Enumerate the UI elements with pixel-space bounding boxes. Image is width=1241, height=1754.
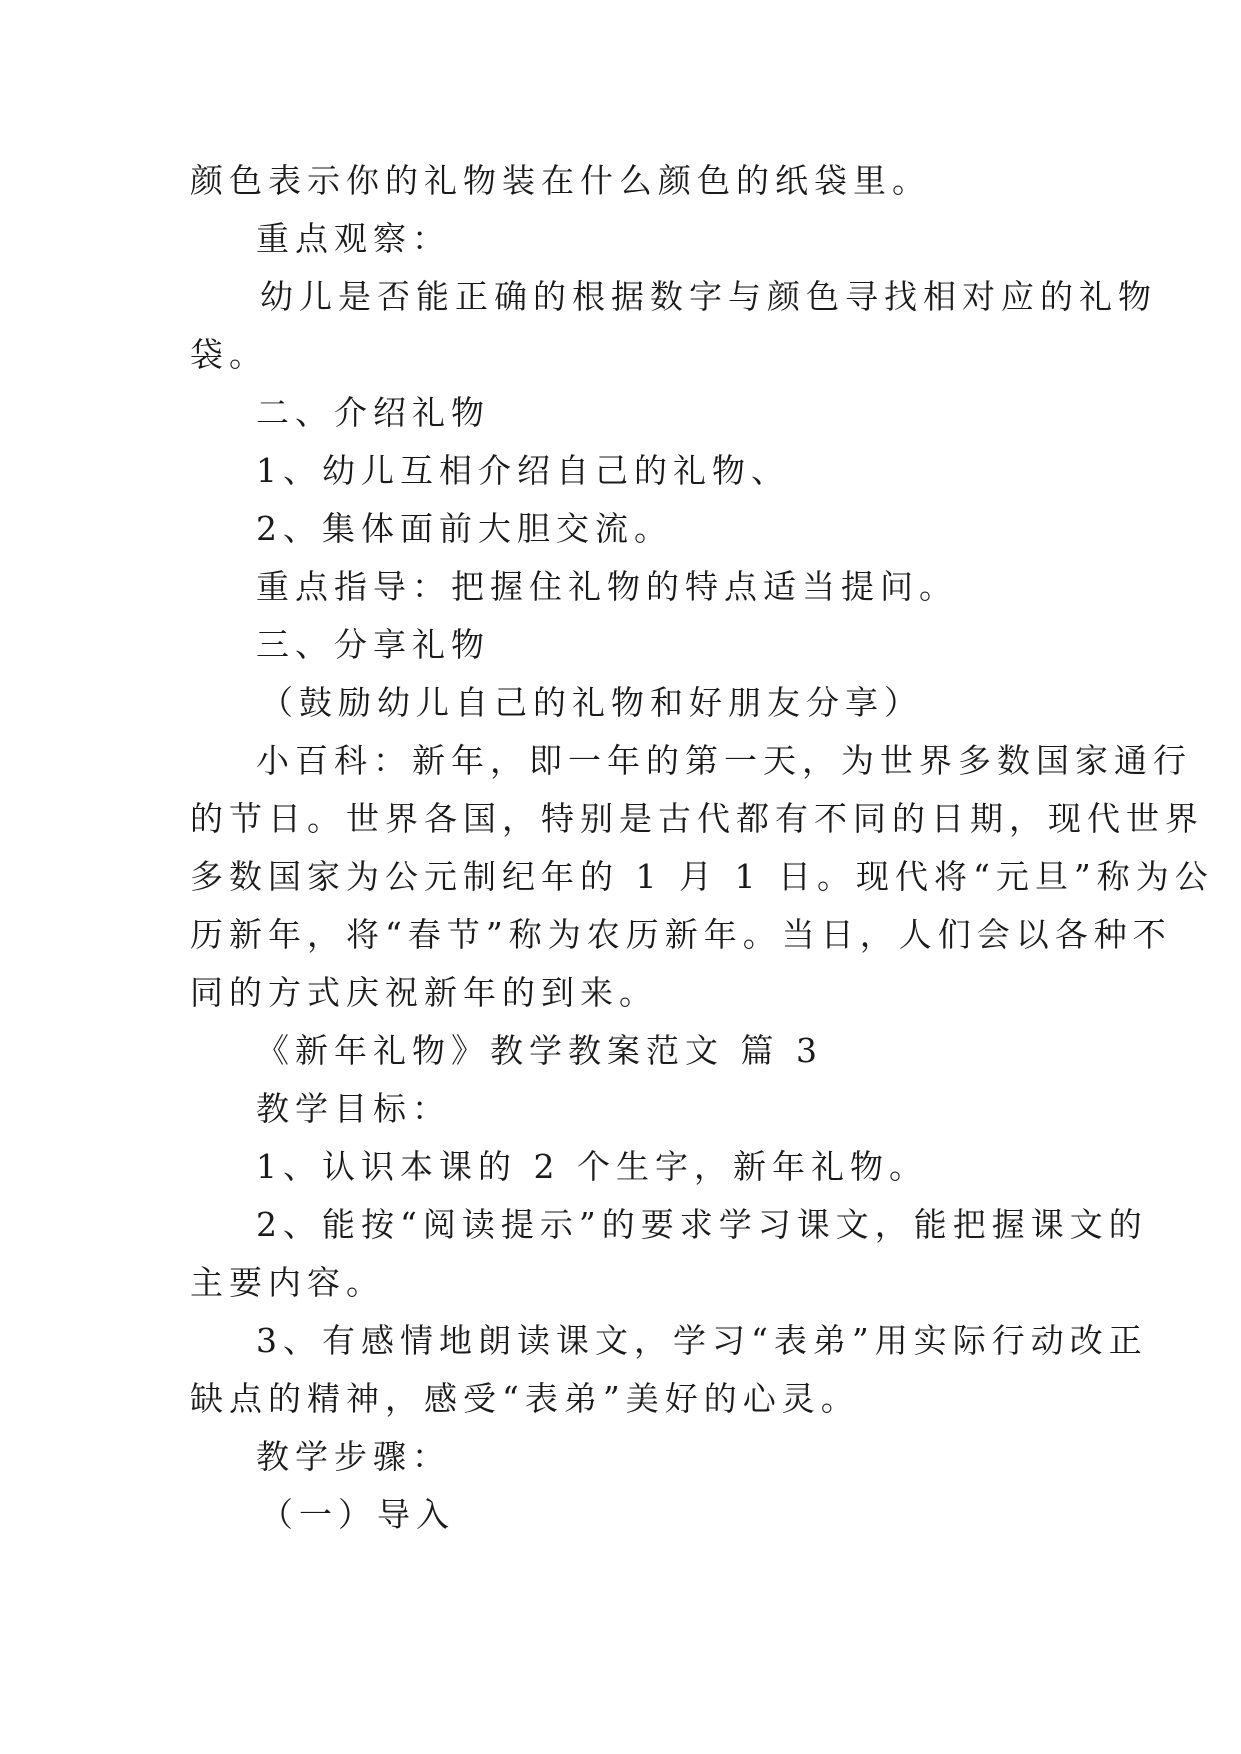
paragraph-line: 幼儿是否能正确的根据数字与颜色寻找相对应的礼物 [260, 277, 1157, 316]
paragraph-line: 多数国家为公元制纪年的 1 月 1 日。现代将“元旦”称为公 [190, 857, 1214, 896]
article-title: 《新年礼物》教学教案范文 篇 3 [256, 1031, 823, 1070]
paragraph-line: 重点指导：把握住礼物的特点适当提问。 [256, 567, 958, 606]
section-heading: 教学目标： [256, 1089, 451, 1128]
list-item: 3、有感情地朗读课文，学习“表弟”用实际行动改正 [256, 1321, 1148, 1360]
list-item: 2、能按“阅读提示”的要求学习课文，能把握课文的 [256, 1205, 1148, 1244]
paragraph-line: 的节日。世界各国，特别是古代都有不同的日期，现代世界 [190, 799, 1204, 838]
paragraph-line: 颜色表示你的礼物装在什么颜色的纸袋里。 [190, 161, 931, 200]
heading-key-observation: 重点观察： [256, 219, 451, 258]
section-heading: 三、分享礼物 [256, 625, 490, 664]
paragraph-line: 小百科：新年，即一年的第一天，为世界多数国家通行 [256, 741, 1192, 780]
list-item: 2、集体面前大胆交流。 [256, 509, 673, 548]
paragraph-line: 主要内容。 [190, 1263, 385, 1302]
paragraph-line: 历新年，将“春节”称为农历新年。当日，人们会以各种不 [190, 915, 1172, 954]
paragraph-line: 袋。 [190, 335, 268, 374]
document-body [190, 152, 1214, 1544]
list-item: 1、幼儿互相介绍自己的礼物、 [256, 451, 790, 490]
section-heading: 二、介绍礼物 [256, 393, 490, 432]
section-heading: （一）导入 [260, 1495, 455, 1534]
paragraph-line: 同的方式庆祝新年的到来。 [190, 973, 658, 1012]
paragraph-line: （鼓励幼儿自己的礼物和好朋友分享） [260, 683, 923, 722]
paragraph-line: 缺点的精神，感受“表弟”美好的心灵。 [190, 1379, 860, 1418]
list-item: 1、认识本课的 2 个生字，新年礼物。 [256, 1147, 928, 1186]
section-heading: 教学步骤： [256, 1437, 451, 1476]
